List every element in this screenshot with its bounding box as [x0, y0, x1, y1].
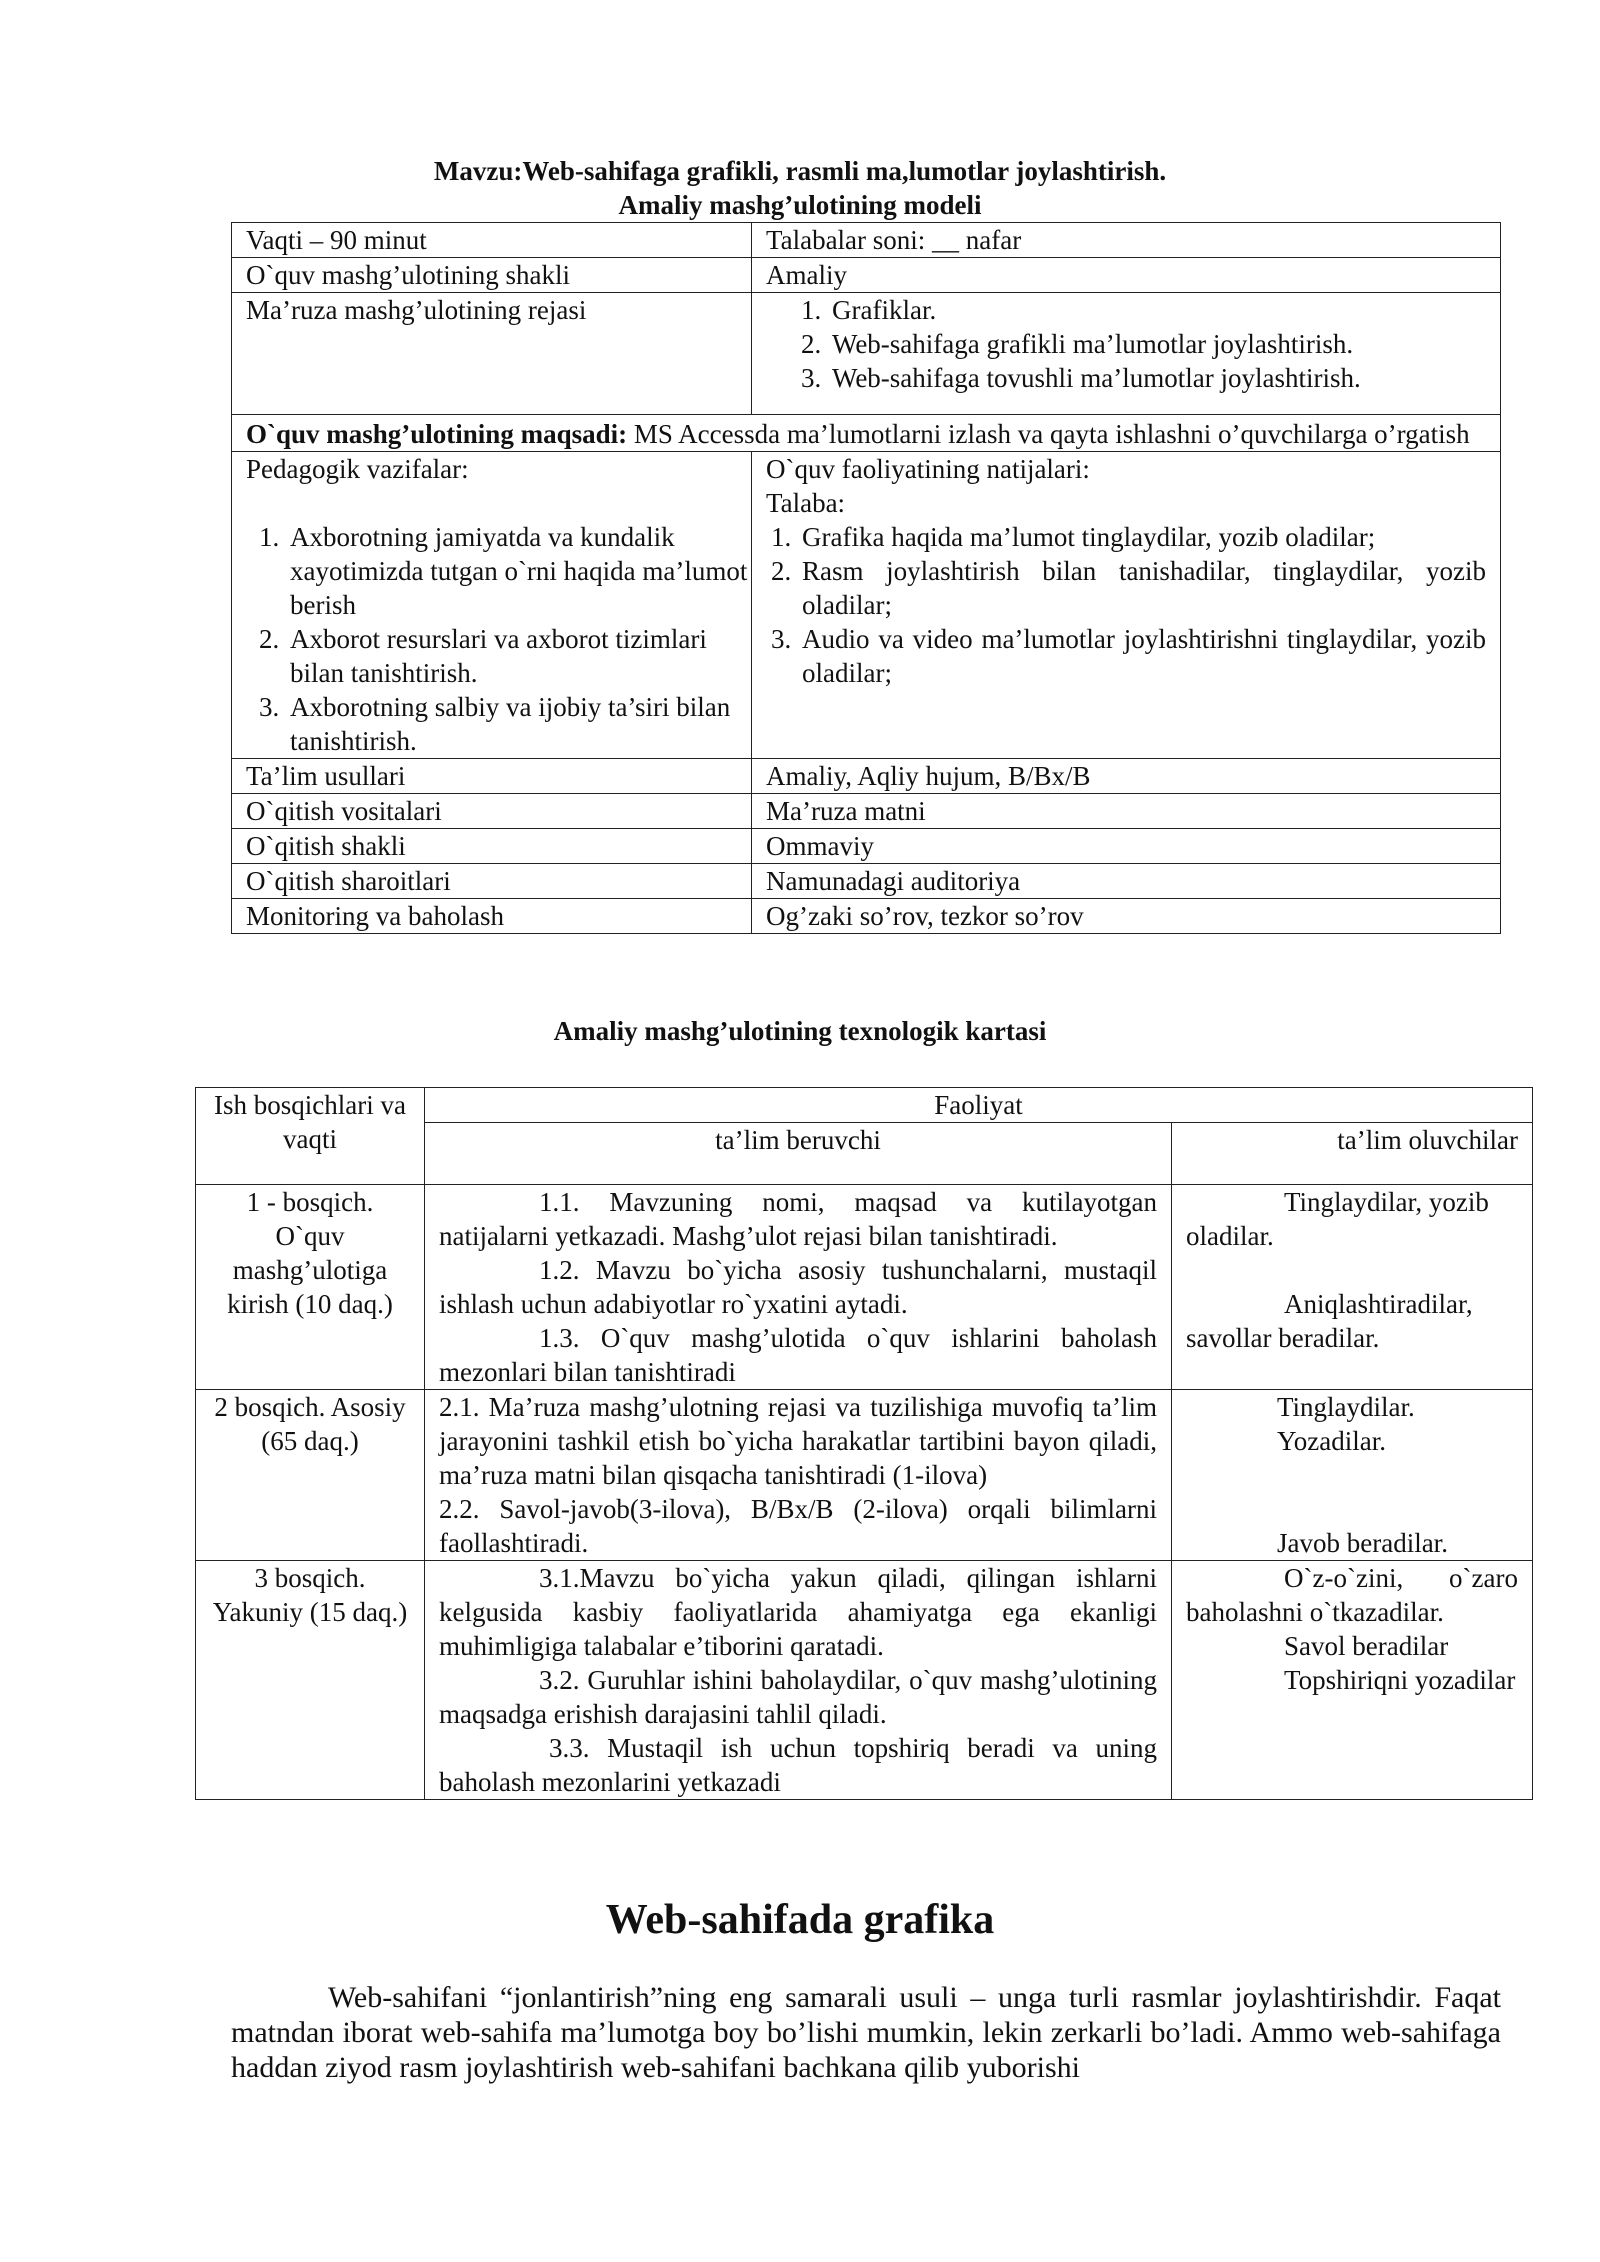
section-body [231, 1980, 1501, 2085]
table-row [196, 1561, 1533, 1800]
tech-card-table [195, 1087, 1533, 1800]
results-cell [752, 452, 1501, 759]
table-row [232, 293, 1501, 415]
plan-list [766, 293, 1500, 395]
table-row [232, 829, 1501, 864]
student-activity: Topshiriqni yozadilar [1284, 1665, 1516, 1695]
form-label: O`quv mashg’ulotining shakli [232, 258, 752, 293]
model-subtitle: Amaliy mashg’ulotining modeli [618, 190, 982, 220]
table-row [232, 415, 1501, 452]
teacher-step: 2.1. Ma’ruza mashg’ulotning rejasi va tuzilishiga muvofiq ta’lim jarayonini tashkil etish bo`yicha harakatlar tartibini bayon qiladi, ma’ruza matni bilan qisqacha tanishtiradi (1-ilova) [439, 1392, 1157, 1490]
results-list [766, 520, 1486, 690]
students-cell [1172, 1185, 1533, 1390]
teacher-step: 2.2. Savol-javob(3-ilova), B/Bx/B (2-ilova) orqali bilimlarni faollashtiradi. [439, 1494, 1157, 1558]
students-cell [1172, 1390, 1533, 1561]
row-label: O`qitish shakli [232, 829, 752, 864]
section-title: Web-sahifada grafika [605, 1897, 995, 1943]
activity-header: Faoliyat [425, 1088, 1533, 1123]
stage-cell: 3 bosqich. Yakuniy (15 daq.) [196, 1561, 425, 1800]
students-cell [1172, 1561, 1533, 1800]
teacher-step: 1.3. O`quv mashg’ulotida o`quv ishlarini baholash mezonlari bilan tanishtiradi [439, 1323, 1157, 1387]
teacher-cell [425, 1185, 1172, 1390]
row-value: Ommaviy [752, 829, 1501, 864]
list-item: 1. Axborotning jamiyatda va kundalik xayotimizda tutgan o`rni haqida ma’lumot berish [286, 520, 751, 622]
list-item: 3. Web-sahifaga tovushli ma’lumotlar joylashtirish. [828, 361, 1500, 395]
row-label: O`qitish sharoitlari [232, 864, 752, 899]
student-activity: Tinglaydilar. [1277, 1392, 1415, 1422]
table-row [196, 1088, 1533, 1123]
teacher-header: ta’lim beruvchi [425, 1123, 1172, 1185]
student-activity: Savol beradilar [1284, 1631, 1449, 1661]
goal-label: O`quv mashg’ulotining maqsadi: [246, 419, 628, 449]
tech-card-title: Amaliy mashg’ulotining texnologik kartasi [553, 1016, 1047, 1046]
table-row [232, 899, 1501, 934]
row-value: Ma’ruza matni [752, 794, 1501, 829]
tasks-list [246, 520, 751, 758]
students-cell: Talabalar soni: __ nafar [752, 223, 1501, 258]
teacher-cell [425, 1561, 1172, 1800]
document-title: Mavzu:Web-sahifaga grafikli, rasmli ma,lumotlar joylashtirish. [433, 156, 1167, 186]
student-activity: O`z-o`zini, o`zaro baholashni o`tkazadilar. [1186, 1563, 1518, 1627]
tasks-label: Pedagogik vazifalar: [246, 454, 469, 484]
student-activity: Javob beradilar. [1277, 1528, 1448, 1558]
teacher-step: 1.1. Mavzuning nomi, maqsad va kutilayotgan natijalarni yetkazadi. Mashg’ulot rejasi bilan tanishtiradi. [439, 1187, 1157, 1251]
teacher-step: 3.3. Mustaqil ish uchun topshiriq beradi va uning baholash mezonlarini yetkazadi [439, 1733, 1157, 1797]
student-activity: Yozadilar. [1277, 1426, 1387, 1456]
stage-cell: 1 - bosqich. O`quv mashg’ulotiga kirish (10 daq.) [196, 1185, 425, 1390]
list-item: 1. Grafiklar. [828, 293, 1500, 327]
row-value: Namunadagi auditoriya [752, 864, 1501, 899]
time-cell: Vaqti – 90 minut [232, 223, 752, 258]
list-item: 2. Rasm joylashtirish bilan tanishadilar, tinglaydilar, yozib oladilar; [798, 554, 1486, 622]
form-value: Amaliy [752, 258, 1501, 293]
row-label: Monitoring va baholash [232, 899, 752, 934]
student-activity: Tinglaydilar, yozib oladilar. [1186, 1187, 1489, 1251]
list-item: 3. Axborotning salbiy va ijobiy ta’siri bilan tanishtirish. [286, 690, 751, 758]
table-row [232, 258, 1501, 293]
list-item: 2. Axborot resurslari va axborot tizimlari bilan tanishtirish. [286, 622, 751, 690]
student-activity: Aniqlashtiradilar, savollar beradilar. [1186, 1289, 1473, 1353]
row-label: Ta’lim usullari [232, 759, 752, 794]
table-row [196, 1390, 1533, 1561]
teacher-step: 3.2. Guruhlar ishini baholaydilar, o`quv mashg’ulotining maqsadga erishish darajasini tahlil qiladi. [439, 1665, 1157, 1729]
stage-cell: 2 bosqich. Asosiy (65 daq.) [196, 1390, 425, 1561]
teacher-step: 3.1.Mavzu bo`yicha yakun qiladi, qilingan ishlarni kelgusida kasbiy faoliyatlarida ahamiyatga ega ekanligi muhimligiga talabalar e’tiborini qaratadi. [439, 1563, 1157, 1661]
plan-label: Ma’ruza mashg’ulotining rejasi [232, 293, 752, 415]
tasks-cell [232, 452, 752, 759]
row-value: Og’zaki so’rov, tezkor so’rov [752, 899, 1501, 934]
list-item: 3. Audio va video ma’lumotlar joylashtirishni tinglaydilar, yozib oladilar; [798, 622, 1486, 690]
results-label: O`quv faoliyatining natijalari: [766, 454, 1090, 484]
table-row [232, 794, 1501, 829]
table-row [232, 864, 1501, 899]
row-label: O`qitish vositalari [232, 794, 752, 829]
list-item: 2. Web-sahifaga grafikli ma’lumotlar joylashtirish. [828, 327, 1500, 361]
results-sub: Talaba: [766, 488, 846, 518]
students-header: ta’lim oluvchilar [1172, 1123, 1533, 1185]
list-item: 1. Grafika haqida ma’lumot tinglaydilar, yozib oladilar; [798, 520, 1486, 554]
plan-list-cell [752, 293, 1501, 415]
lesson-model-table [231, 222, 1501, 934]
goal-cell [232, 415, 1501, 452]
teacher-cell [425, 1390, 1172, 1561]
stage-header: Ish bosqichlari va vaqti [196, 1088, 425, 1185]
table-row [232, 452, 1501, 759]
table-row [196, 1185, 1533, 1390]
teacher-step: 1.2. Mavzu bo`yicha asosiy tushunchalarni, mustaqil ishlash uchun adabiyotlar ro`yxatini aytadi. [439, 1255, 1157, 1319]
goal-text: MS Accessda ma’lumotlarni izlash va qayta ishlashni o’quvchilarga o’rgatish [627, 419, 1470, 449]
row-value: Amaliy, Aqliy hujum, B/Bx/B [752, 759, 1501, 794]
table-row [232, 223, 1501, 258]
section-paragraph: Web-sahifani “jonlantirish”ning eng samarali usuli – unga turli rasmlar joylashtirishdir. Faqat matndan iborat web-sahifa ma’lumotga boy bo’lishi mumkin, lekin zerkarli bo’ladi. Ammo web-sahifaga haddan ziyod rasm joylashtirish web-sahifani bachkana qilib yuborishi [231, 1981, 1501, 2084]
table-row [232, 759, 1501, 794]
